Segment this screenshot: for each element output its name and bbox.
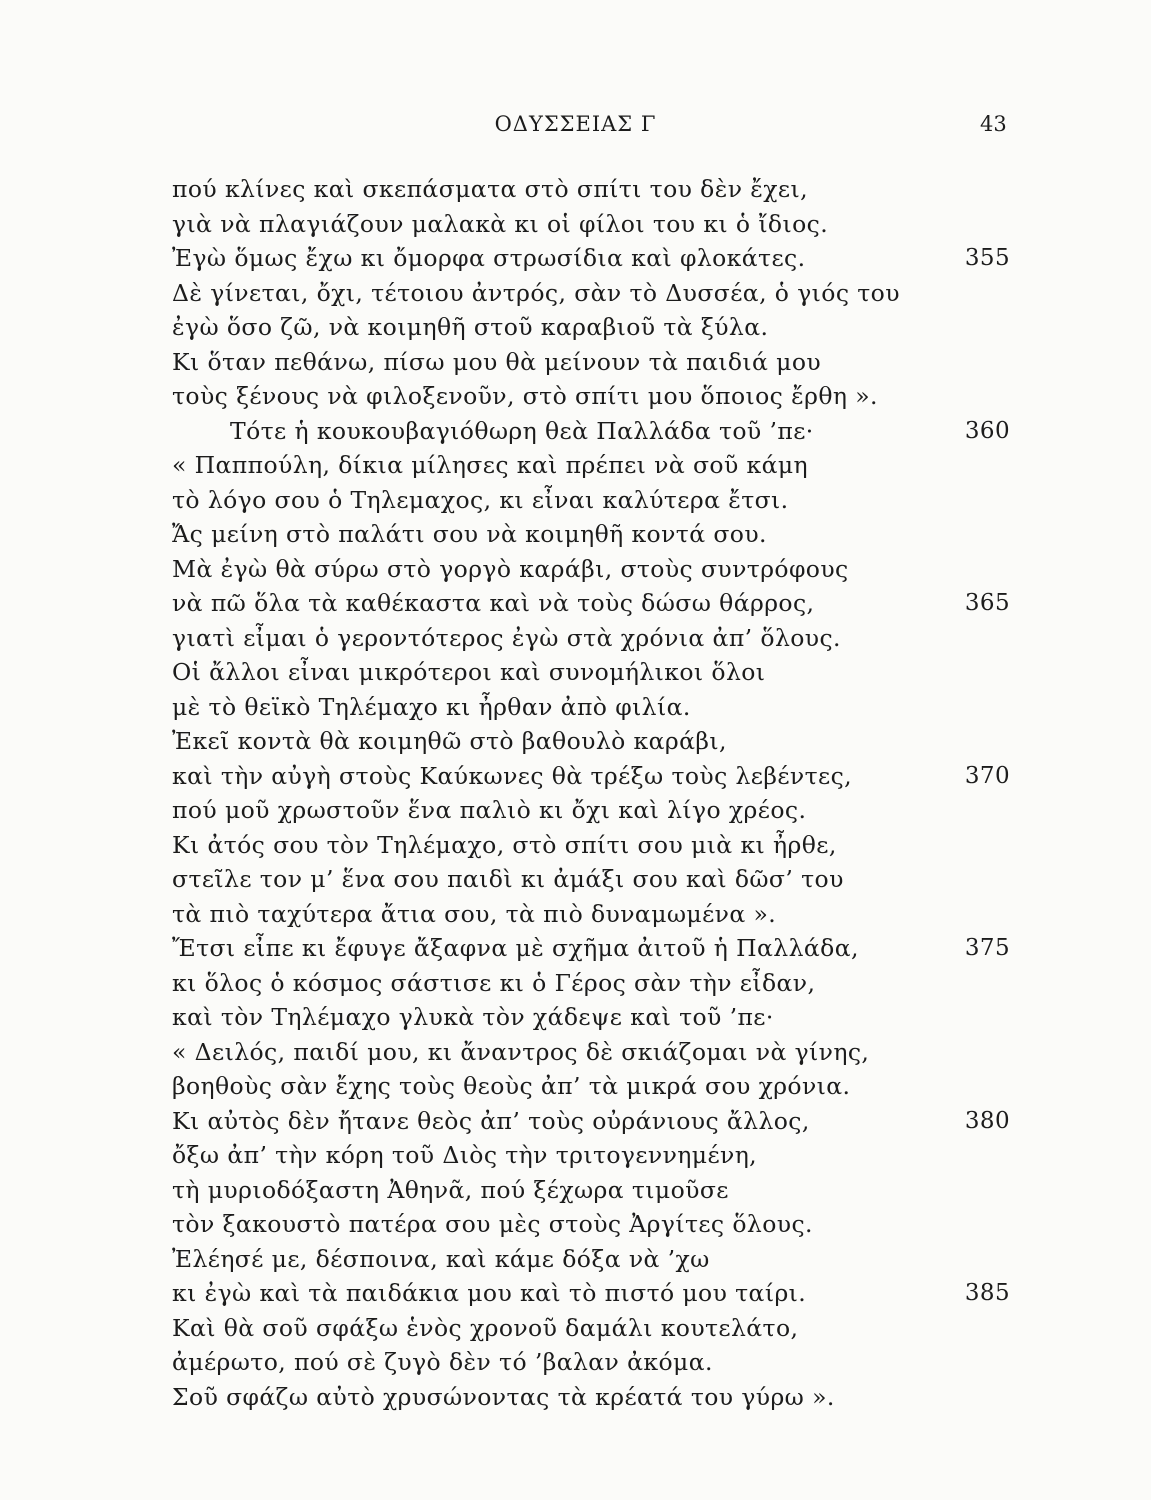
verse-text: κι ὅλος ὁ κόσμος σάστισε κι ὁ Γέρος σὰν τὴν εἶδαν, [172, 968, 816, 997]
verse-text: κι ἐγὼ καὶ τὰ παιδάκια μου καὶ τὸ πιστό μου ταίρι. [172, 1279, 807, 1307]
verse-text: Μὰ ἐγὼ θὰ σύρω στὸ γοργὸ καράβι, στοὺς συντρόφους [172, 554, 849, 583]
verse-line [172, 345, 1022, 380]
verse-line [172, 1380, 1022, 1415]
verse-text: Κι αὐτὸς δὲν ἤτανε θεὸς ἀπ’ τοὺς οὐράνιους ἄλλος, [172, 1106, 810, 1135]
verse-text: μὲ τὸ θεϊκὸ Τηλέμαχο κι ἦρθαν ἀπὸ φιλία. [172, 692, 691, 721]
verse-line [172, 172, 1022, 207]
verse-line [172, 1311, 1022, 1346]
verse-text: τὰ πιὸ ταχύτερα ἄτια σου, τὰ πιὸ δυναμωμένα ». [172, 899, 777, 928]
verse-text: τὴ μυριοδόξαστη Ἀθηνᾶ, πού ξέχωρα τιμοῦσε [172, 1175, 729, 1204]
verse-text: Ἐγὼ ὅμως ἔχω κι ὄμορφα στρωσίδια καὶ φλοκάτες. [172, 244, 806, 272]
verse-text: Ἐλέησέ με, δέσποινα, καὶ κάμε δόξα νὰ ’χω [172, 1244, 710, 1273]
line-number: 370 [964, 762, 1010, 789]
verse-line [172, 862, 1022, 897]
verse-line [172, 1035, 1022, 1070]
verse-text: στεῖλε τον μ’ ἕνα σου παιδὶ κι ἀμάξι σου καὶ δῶσ’ του [172, 865, 844, 893]
verse-text: Κι ἀτός σου τὸν Τηλέμαχο, στὸ σπίτι σου μιὰ κι ἦρθε, [172, 830, 837, 859]
verse-line [172, 966, 1022, 1001]
verse-line [172, 241, 1022, 276]
verse-line [172, 379, 1022, 414]
verse-text: βοηθοὺς σὰν ἔχης τοὺς θεοὺς ἀπ’ τὰ μικρά σου χρόνια. [172, 1072, 851, 1100]
verse-line [172, 621, 1022, 656]
verse-line [172, 759, 1022, 794]
verse-text: Ἐκεῖ κοντὰ θὰ κοιμηθῶ στὸ βαθουλὸ καράβι, [172, 727, 727, 755]
line-number: 360 [964, 417, 1010, 444]
verse-line [172, 1276, 1022, 1311]
verse-line [172, 414, 1022, 449]
page-number: 43 [980, 112, 1007, 136]
verse-line [172, 483, 1022, 518]
verse-line [172, 586, 1022, 621]
verse-line [172, 724, 1022, 759]
line-number: 355 [964, 245, 1010, 271]
verse-text: γιὰ νὰ πλαγιάζουν μαλακὰ κι οἱ φίλοι του κι ὁ ἴδιος. [172, 209, 829, 238]
verse-line [172, 1345, 1022, 1380]
verse-line [172, 828, 1022, 863]
verse-text: τὸ λόγο σου ὁ Τηλεμαχος, κι εἶναι καλύτερα ἔτσι. [172, 485, 789, 514]
verse-line [172, 1138, 1022, 1173]
verse-line [172, 552, 1022, 587]
verse-line [172, 517, 1022, 552]
verse-text: τοὺς ξένους νὰ φιλοξενοῦν, στὸ σπίτι μου ὅποιος ἔρθη ». [172, 382, 878, 410]
verse-text: γιατὶ εἶμαι ὁ γεροντότερος ἐγὼ στὰ χρόνια ἀπ’ ὅλους. [172, 623, 841, 652]
verse-text: Οἱ ἄλλοι εἶναι μικρότεροι καὶ συνομήλικοι ὅλοι [172, 658, 766, 686]
verse-line [172, 655, 1022, 690]
verse-text: « Δειλός, παιδί μου, κι ἄναντρος δὲ σκιάζομαι νὰ γίνης, [172, 1037, 870, 1066]
line-number: 380 [964, 1107, 1010, 1134]
verse-text: Τότε ἡ κουκουβαγιόθωρη θεὰ Παλλάδα τοῦ ’πε· [230, 416, 814, 445]
verse-text: τὸν ξακουστὸ πατέρα σου μὲς στοὺς Ἀργίτες ὅλους. [172, 1210, 813, 1238]
verse-text: Δὲ γίνεται, ὄχι, τέτοιου ἀντρός, σὰν τὸ Δυσσέα, ὁ γιός του [172, 278, 900, 307]
verse-text: Σοῦ σφάζω αὐτὸ χρυσώνοντας τὰ κρέατά του γύρω ». [172, 1382, 835, 1411]
verse-line [172, 1242, 1022, 1277]
verse-line [172, 207, 1022, 242]
verse-line [172, 1207, 1022, 1242]
verse-text: « Παππούλη, δίκια μίλησες καὶ πρέπει νὰ σοῦ κάμη [172, 451, 809, 479]
verse-text: καὶ τὴν αὐγὴ στοὺς Καύκωνες θὰ τρέξω τοὺς λεβέντες, [172, 761, 853, 790]
verse-line [172, 897, 1022, 932]
verse-line [172, 793, 1022, 828]
verse-line [172, 276, 1022, 311]
verse-text: ἐγὼ ὅσο ζῶ, νὰ κοιμηθῆ στοῦ καραβιοῦ τὰ ξύλα. [172, 313, 769, 341]
verse-line [172, 1173, 1022, 1208]
line-number: 365 [964, 590, 1010, 616]
line-number: 385 [964, 1280, 1010, 1306]
verse-text: ὄξω ἀπ’ τὴν κόρη τοῦ Διὸς τὴν τριτογεννημένη, [172, 1141, 758, 1169]
verse-line [172, 1104, 1022, 1139]
running-title: ΟΔΥΣΣΕΙΑΣ Γ [494, 112, 657, 136]
verse-text: Ἔτσι εἶπε κι ἔφυγε ἄξαφνα μὲ σχῆμα ἀιτοῦ ἡ Παλλάδα, [172, 934, 859, 962]
verse-list [172, 172, 1022, 1414]
verse-line [172, 448, 1022, 483]
verse-text: Ἄς μείνη στὸ παλάτι σου νὰ κοιμηθῆ κοντά σου. [172, 520, 767, 548]
verse-line [172, 1000, 1022, 1035]
verse-text: Καὶ θὰ σοῦ σφάξω ἑνὸς χρονοῦ δαμάλι κουτελάτο, [172, 1313, 799, 1342]
verse-text: ἀμέρωτο, πού σὲ ζυγὸ δὲν τό ’βαλαν ἀκόμα. [172, 1348, 713, 1376]
verse-line [172, 1069, 1022, 1104]
verse-text: πού μοῦ χρωστοῦν ἕνα παλιὸ κι ὄχι καὶ λίγο χρέος. [172, 796, 807, 824]
verse-line [172, 310, 1022, 345]
line-number: 375 [964, 935, 1010, 961]
verse-text: καὶ τὸν Τηλέμαχο γλυκὰ τὸν χάδεψε καὶ τοῦ ’πε· [172, 1003, 774, 1031]
verse-line [172, 931, 1022, 966]
verse-text: νὰ πῶ ὅλα τὰ καθέκαστα καὶ νὰ τοὺς δώσω θάρρος, [172, 589, 815, 617]
verse-text: Κι ὅταν πεθάνω, πίσω μου θὰ μείνουν τὰ παιδιά μου [172, 347, 822, 376]
verse-line [172, 690, 1022, 725]
verse-text: πού κλίνες καὶ σκεπάσματα στὸ σπίτι του δὲν ἔχει, [172, 175, 808, 203]
